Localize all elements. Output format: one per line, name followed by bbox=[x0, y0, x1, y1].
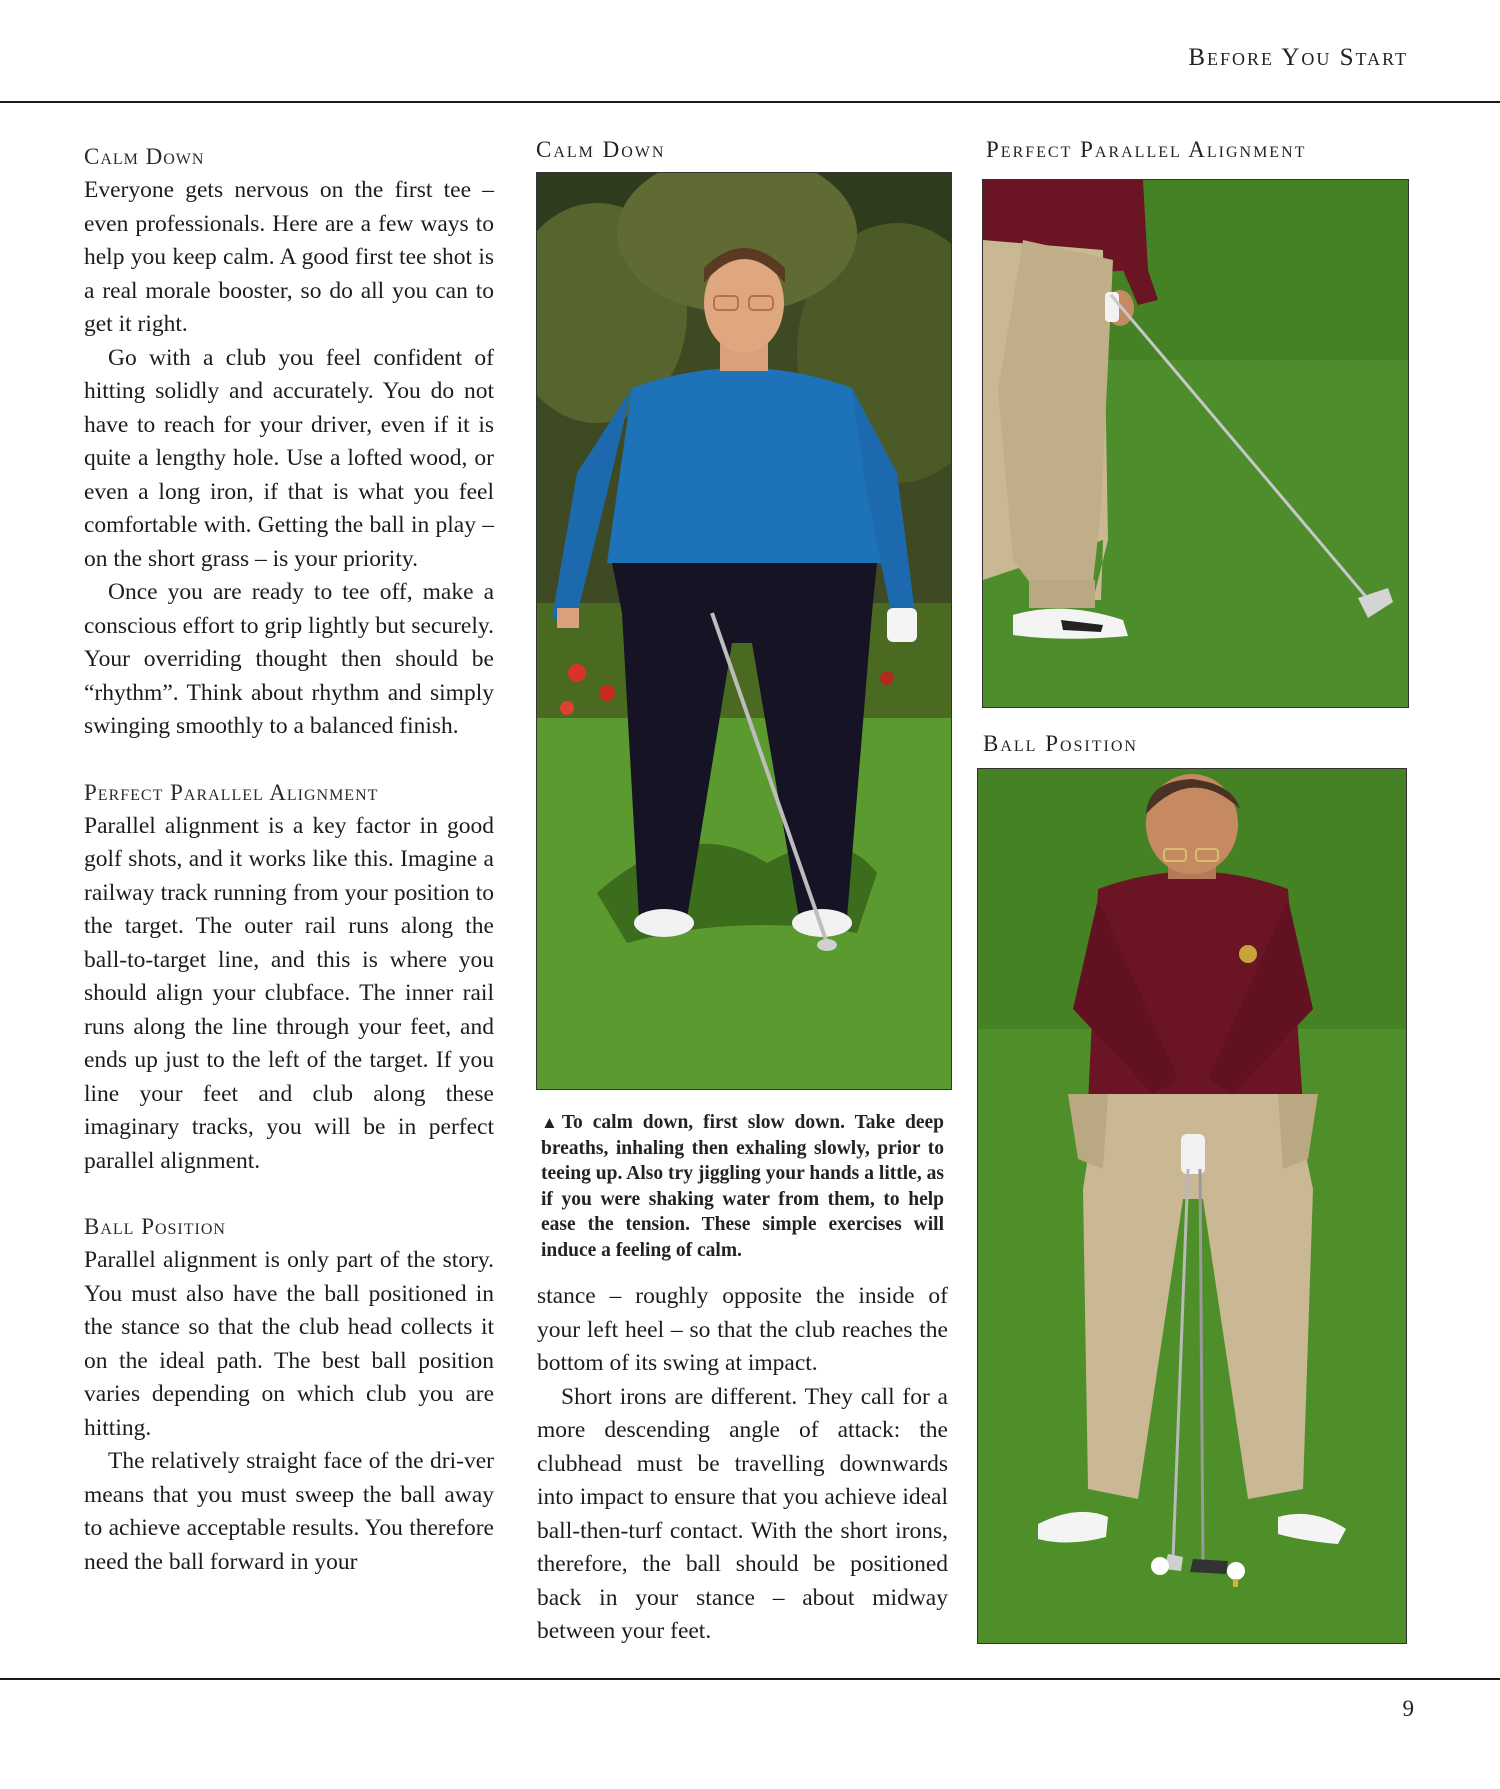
paragraph: Once you are ready to tee off, make a conscious effort to grip lightly but securely. Your overriding thought then should be “rhythm”. Think about rhythm and simply swinging smoothly to a balanced finish. bbox=[84, 579, 494, 739]
alignment-feet-club-illustration bbox=[983, 180, 1408, 707]
paragraph: Short irons are different. They call for a more descending angle of attack: the clubhead must be travelling downwards into impact to ensure that you achieve ideal ball-then-turf contact. With the short irons, therefore, the ball should be positioned back in your stance – about midway between your feet. bbox=[537, 1383, 948, 1644]
section-heading-calm-down: Calm Down bbox=[84, 144, 205, 169]
page-number: 9 bbox=[1402, 1696, 1414, 1721]
header-rule bbox=[0, 101, 1500, 103]
paragraph: Parallel alignment is a key factor in good golf shots, and it works like this. Imagine a railway track running from your position to the target. The outer rail runs along the ball-to-target line, and this is where you should align your clubface. The inner rail runs along the line through your feet, and ends up just to the left of the target. If you line your feet and club along these imaginary tracks, you will be in perfect parallel alignment. bbox=[84, 812, 494, 1174]
paragraph: Go with a club you feel confident of hitting solidly and accurately. You do not have to reach for your driver, even if it is quite a lengthy hole. Use a lofted wood, or even a long iron, if that is what you feel comfortable with. Getting the ball in play – on the short grass – is your priority. bbox=[84, 344, 494, 572]
paragraph: The relatively straight face of the dri-ver means that you must sweep the ball away to achieve acceptable results. You therefore need the ball forward in your bbox=[84, 1448, 494, 1575]
caption-text: To calm down, first slow down. Take deep breaths, inhaling then exhaling slowly, prior to teeing up. Also try jiggling your hands a little, as if you were shaking water from them, to help ease the tension. These simple exercises will induce a feeling of calm. bbox=[541, 1112, 944, 1261]
golfer-maroon-sweater-illustration bbox=[978, 769, 1406, 1643]
paragraph: Parallel alignment is only part of the story. You must also have the ball positioned in the stance so that the club head collects it on the ideal path. The best ball position varies depending on which club you are hitting. bbox=[84, 1247, 494, 1441]
figure-label-ball-position: Ball Position bbox=[983, 731, 1138, 756]
running-head: Before You Start bbox=[1188, 44, 1408, 71]
paragraph: Everyone gets nervous on the first tee – even professionals. Here are a few ways to help you keep calm. A good first tee shot is a real morale booster, so do all you can to get it right. bbox=[84, 177, 494, 337]
figure-label-alignment: Perfect Parallel Alignment bbox=[986, 137, 1307, 162]
photo-calm-down bbox=[536, 172, 952, 1090]
figure-caption-calm-down bbox=[541, 1110, 944, 1263]
text-column-left bbox=[84, 142, 494, 1579]
figure-label-calm-down: Calm Down bbox=[536, 137, 666, 162]
footer-rule bbox=[0, 1678, 1500, 1680]
photo-alignment bbox=[982, 179, 1409, 708]
golfer-blue-sweater-illustration bbox=[537, 173, 951, 1089]
photo-ball-position bbox=[977, 768, 1407, 1644]
section-heading-ball-position: Ball Position bbox=[84, 1214, 226, 1239]
section-heading-alignment: Perfect Parallel Alignment bbox=[84, 779, 379, 805]
paragraph: stance – roughly opposite the inside of your left heel – so that the club reaches the bottom of its swing at impact. bbox=[537, 1283, 948, 1376]
text-column-middle bbox=[537, 1280, 948, 1649]
caption-triangle-icon: ▲ bbox=[541, 1113, 558, 1132]
